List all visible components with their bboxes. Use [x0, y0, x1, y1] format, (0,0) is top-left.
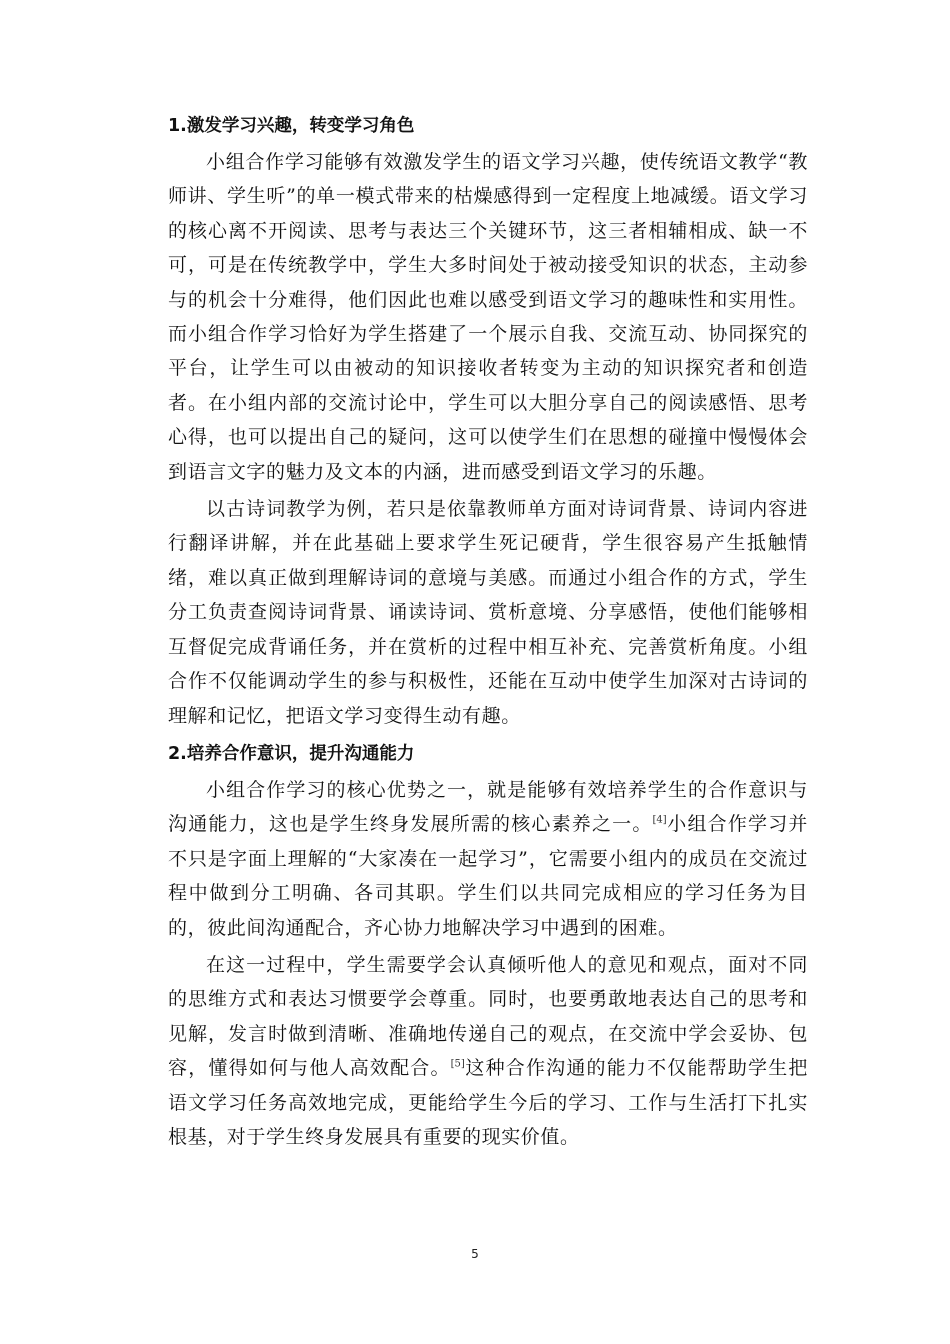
- citation-ref-4: [4]: [652, 814, 667, 826]
- page-number: 5: [471, 1247, 479, 1261]
- paragraph-4-text-b: 这种合作沟通的能力不仅能帮助学生把语文学习任务高效地完成，更能给学生今后的学习、工作与生活打下扎实根基，对于学生终身发展具有重要的现实价值。: [168, 1057, 809, 1148]
- paragraph-1: 小组合作学习能够有效激发学生的语文学习兴趣，使传统语文教学“教师讲、学生听”的单一模式带来的枯燥感得到一定程度上地减缓。语文学习的核心离不开阅读、思考与表达三个关键环节，这三者相辅相成、缺一不可，可是在传统教学中，学生大多时间处于被动接受知识的状态，主动参与的机会十分难得，他们因此也难以感受到语文学习的趣味性和实用性。而小组合作学习恰好为学生搭建了一个展示自我、交流互动、协同探究的平台，让学生可以由被动的知识接收者转变为主动的知识探究者和创造者。在小组内部的交流讨论中，学生可以大胆分享自己的阅读感悟、思考心得，也可以提出自己的疑问，这可以使学生们在思想的碰撞中慢慢体会到语言文字的魅力及文本的内涵，进而感受到语文学习的乐趣。: [168, 151, 808, 483]
- section-heading-1: 1.激发学习兴趣，转变学习角色: [168, 116, 415, 136]
- paragraph-3: [168, 773, 808, 945]
- document-body: [168, 108, 808, 1157]
- paragraph-2: 以古诗词教学为例，若只是依靠教师单方面对诗词背景、诗词内容进行翻译讲解，并在此基础上要求学生死记硬背，学生很容易产生抵触情绪，难以真正做到理解诗词的意境与美感。而通过小组合作的方式，学生分工负责查阅诗词背景、诵读诗词、赏析意境、分享感悟，使他们能够相互督促完成背诵任务，并在赏析的过程中相互补充、完善赏析角度。小组合作不仅能调动学生的参与积极性，还能在互动中使学生加深对古诗词的理解和记忆，把语文学习变得生动有趣。: [168, 498, 808, 727]
- paragraph-3-text-a: 小组合作学习的核心优势之一，就是能够有效培养学生的合作意识与沟通能力，这也是学生终身发展所需的核心素养之一。: [168, 778, 808, 836]
- section-heading-2: 2.培养合作意识，提升沟通能力: [168, 743, 415, 764]
- citation-ref-5: [5]: [450, 1058, 465, 1070]
- paragraph-4: [168, 948, 808, 1154]
- paragraph-4-text-a: 在这一过程中，学生需要学会认真倾听他人的意见和观点，面对不同的思维方式和表达习惯要学会尊重。同时，也要勇敢地表达自己的思考和见解，发言时做到清晰、准确地传递自己的观点，在交流中学会妥协、包容，懂得如何与他人高效配合。: [168, 953, 808, 1080]
- paragraph-3-text-b: 小组合作学习并不只是字面上理解的“大家凑在一起学习”，它需要小组内的成员在交流过程中做到分工明确、各司其职。学生们以共同完成相应的学习任务为目的，彼此间沟通配合，齐心协力地解决学习中遇到的困难。: [168, 813, 809, 939]
